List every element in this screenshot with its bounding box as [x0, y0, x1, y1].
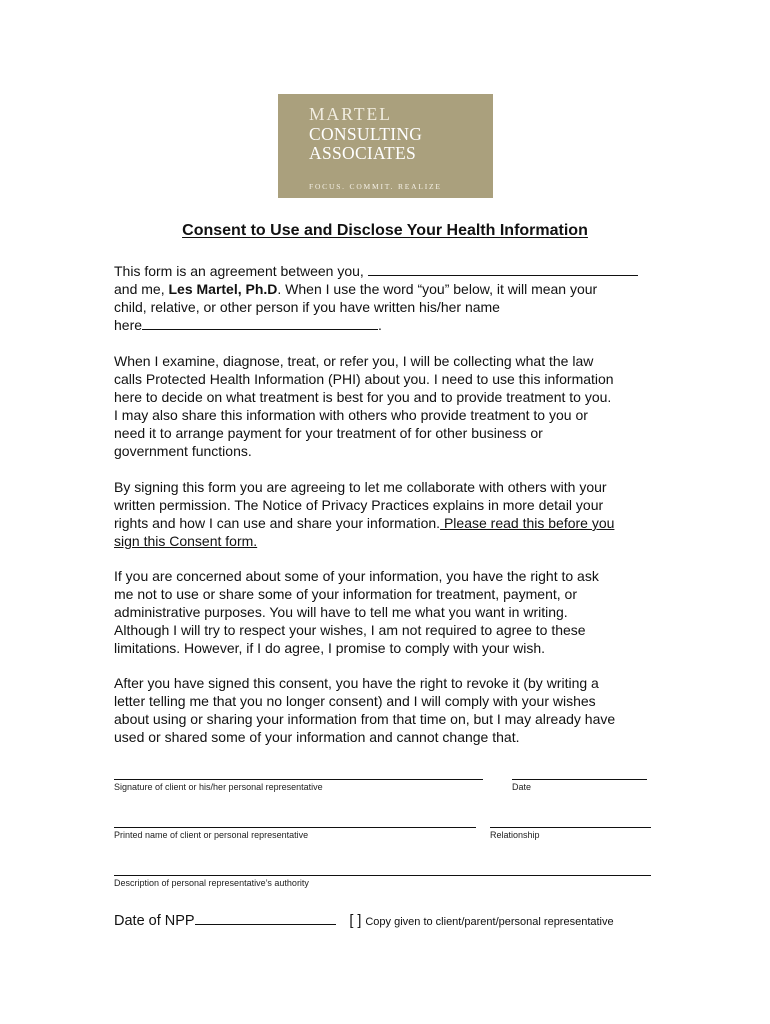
- revocation-line-3: about using or sharing your information from that time on, but I may already have: [114, 711, 616, 727]
- intro-paragraph: [114, 262, 674, 334]
- restrictions-paragraph: [114, 567, 674, 657]
- restrictions-line-2: me not to use or share some of your information for treatment, payment, or: [114, 586, 577, 602]
- privacy-line-3-underlined: Please read this before you: [440, 515, 615, 531]
- privacy-line-1: By signing this form you are agreeing to let me collaborate with others with your: [114, 479, 607, 495]
- phi-line-5: need it to arrange payment for your treatment of for other business or: [114, 425, 543, 441]
- copy-given-label: Copy given to client/parent/personal representative: [365, 916, 614, 928]
- intro-line-4-end: .: [378, 317, 382, 333]
- intro-line-2-end: . When I use the word “you” below, it will mean your: [277, 281, 598, 297]
- date-of-npp-label: Date of NPP: [114, 913, 195, 929]
- copy-given-checkbox[interactable]: [ ]: [349, 913, 362, 929]
- signature-line[interactable]: [114, 779, 483, 780]
- privacy-line-3-start: rights and how I can use and share your information.: [114, 515, 441, 531]
- privacy-line-4-underlined: sign this Consent form.: [114, 533, 258, 549]
- representative-name-blank[interactable]: [142, 317, 378, 330]
- revocation-paragraph: [114, 674, 674, 746]
- printed-name-label: Printed name of client or personal representative: [114, 830, 309, 840]
- restrictions-line-1: If you are concerned about some of your information, you have the right to ask: [114, 568, 599, 584]
- phi-line-6: government functions.: [114, 443, 252, 459]
- phi-line-4: I may also share this information with others who provide treatment to you or: [114, 407, 588, 423]
- company-logo: [278, 94, 493, 198]
- intro-line-1: This form is an agreement between you,: [114, 263, 368, 279]
- relationship-label: Relationship: [490, 830, 540, 840]
- date-label: Date: [512, 782, 532, 792]
- logo-tagline: FOCUS. COMMIT. REALIZE: [309, 182, 442, 191]
- footer-row: [114, 912, 614, 929]
- privacy-line-2: written permission. The Notice of Privacy Practices explains in more detail your: [114, 497, 604, 513]
- intro-line-4-start: here: [114, 317, 143, 333]
- client-name-blank[interactable]: [368, 263, 638, 276]
- date-of-npp-blank[interactable]: [195, 912, 336, 925]
- authority-line[interactable]: [114, 875, 651, 876]
- logo-line-3: ASSOCIATES: [309, 143, 417, 163]
- signature-label: Signature of client or his/her personal representative: [114, 782, 323, 792]
- document-title-text: Consent to Use and Disclose Your Health Information: [182, 222, 588, 239]
- privacy-notice-paragraph: [114, 478, 674, 550]
- authority-label: Description of personal representative’s authority: [114, 878, 309, 888]
- revocation-line-1: After you have signed this consent, you have the right to revoke it (by writing a: [114, 675, 599, 691]
- intro-line-2-start: and me,: [114, 281, 169, 297]
- date-line[interactable]: [512, 779, 647, 780]
- phi-line-3: here to decide on what treatment is best for you and to provide treatment to you.: [114, 389, 612, 405]
- phi-line-1: When I examine, diagnose, treat, or refer you, I will be collecting what the law: [114, 353, 594, 369]
- revocation-line-2: letter telling me that you no longer consent) and I will comply with your wishes: [114, 693, 596, 709]
- intro-line-3: child, relative, or other person if you have written his/her name: [114, 299, 500, 315]
- printed-name-line[interactable]: [114, 827, 476, 828]
- restrictions-line-3: administrative purposes. You will have to tell me what you want in writing.: [114, 604, 568, 620]
- restrictions-line-5: limitations. However, if I do agree, I promise to comply with your wish.: [114, 640, 546, 656]
- phi-paragraph: [114, 352, 674, 460]
- relationship-line[interactable]: [490, 827, 651, 828]
- logo-line-1: MARTEL: [309, 104, 392, 124]
- logo-line-2: CONSULTING: [309, 123, 423, 144]
- restrictions-line-4: Although I will try to respect your wishes, I am not required to agree to these: [114, 622, 586, 638]
- document-title: [0, 222, 770, 240]
- revocation-line-4: used or shared some of your information and cannot change that.: [114, 729, 520, 745]
- provider-name: Les Martel, Ph.D: [168, 281, 278, 297]
- phi-line-2: calls Protected Health Information (PHI) about you. I need to use this information: [114, 371, 614, 387]
